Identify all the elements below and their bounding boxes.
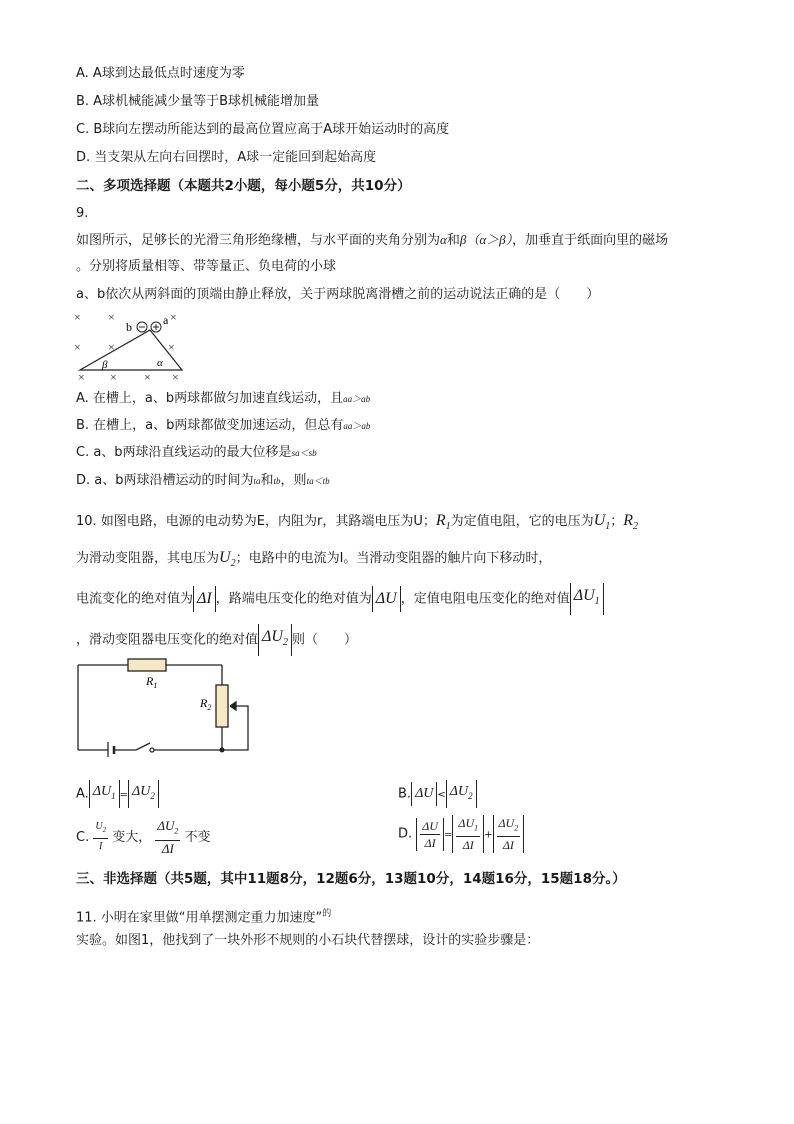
label-a: a xyxy=(163,313,169,327)
q11-line-2: 实验。如图1，他找到了一块外形不规则的小石块代替摆球，设计的实验步骤是： xyxy=(76,933,540,948)
field-cross: × xyxy=(172,370,179,384)
q10-option-a: A. $\Delta U_1 = \Delta U_2$ xyxy=(76,780,159,808)
switch xyxy=(136,743,150,750)
label-r2: $R_2$ xyxy=(200,696,212,712)
section-2-title: 二、多项选择题（本题共2小题，每小题5分，共10分） xyxy=(76,178,411,194)
field-cross: × xyxy=(170,310,177,324)
q9-line-2: 。分别将质量相等、带等量正、负电荷的小球 xyxy=(76,259,337,274)
q9-option-d: D. a、b两球沿槽运动的时间为ta和tb，则ta＜tb xyxy=(76,473,330,488)
q9-line-3: a、b依次从两斜面的顶端由静止释放，关于两球脱离滑槽之前的运动说法正确的是（ ） xyxy=(76,287,600,302)
q9-option-a: A. 在槽上，a、b两球都做匀加速直线运动，且aa＞ab xyxy=(76,391,371,406)
field-cross: × xyxy=(74,340,81,354)
q8-option-a: A. A球到达最低点时速度为零 xyxy=(76,66,245,81)
q10-line-1: 10. 如图电路，电源的电动势为E，内阻为r，其路端电压为U；$R_1$为定值电阻，它的电压为$U_1$；$R_2$ xyxy=(76,512,639,533)
q10-line-3: 电流变化的绝对值为 ΔI ，路端电压变化的绝对值为 ΔU ，定值电阻电压变化的绝对值 $\Delta U_1$ xyxy=(76,583,604,615)
label-r1: $R_1$ xyxy=(146,674,158,690)
label-alpha: α xyxy=(157,357,163,369)
field-cross: × xyxy=(78,370,85,384)
field-cross: × xyxy=(108,340,115,354)
q8-option-b: B. A球机械能减少量等于B球机械能增加量 xyxy=(76,94,319,109)
label-b: b xyxy=(126,320,132,334)
triangle-trough xyxy=(80,330,182,370)
field-cross: × xyxy=(144,370,151,384)
field-cross: × xyxy=(168,340,175,354)
rheostat-r2 xyxy=(216,685,228,727)
field-cross: × xyxy=(110,370,117,384)
q10-option-d: D. $\frac{\Delta U}{\Delta I}$ = $\frac{\Delta U_1}{\Delta I}$ + $\frac{\Delta U_2}{\Delta I}$ xyxy=(398,815,524,853)
q10-option-b: B. $\Delta U < \Delta U_2$ xyxy=(398,780,477,808)
q10-line-2: 为滑动变阻器，其电压为$U_2$；电路中的电流为I。当滑动变阻器的触片向下移动时， xyxy=(76,549,552,570)
q8-option-c: C. B球向左摆动所能达到的最高位置应高于A球开始运动时的高度 xyxy=(76,122,450,137)
q9-number: 9. xyxy=(76,206,89,221)
q8-option-d: D. 当支架从左向右回摆时，A球一定能回到起始高度 xyxy=(76,150,377,165)
q10-line-4: ，滑动变阻器电压变化的绝对值 $\Delta U_2$ 则（ ） xyxy=(76,624,357,656)
label-beta: β xyxy=(102,359,108,371)
q9-option-c: C. a、b两球沿直线运动的最大位移是sa＜sb xyxy=(76,445,317,460)
section-3-title: 三、非选择题（共5题，其中11题8分，12题6分，13题10分，14题16分，15题18分。） xyxy=(76,871,626,887)
q11-line-1: 11. 小明在家里做“用单摆测定重力加速度”$^的$ xyxy=(76,909,332,926)
q9-option-b: B. 在槽上，a、b两球都做变加速运动，但总有aa＞ab xyxy=(76,418,371,433)
resistor-r1 xyxy=(128,659,166,671)
q9-line-1: 如图所示，足够长的光滑三角形绝缘槽，与水平面的夹角分别为α和β（α＞β），加垂直于纸面向里的磁场 xyxy=(76,232,669,248)
q10-circuit-figure xyxy=(70,655,260,757)
q10-option-c: C. $\frac{U_2}{I}$ 变大， $\frac{\Delta U_2}{\Delta I}$ 不变 xyxy=(76,818,211,856)
field-cross: × xyxy=(108,310,115,324)
q9-trough-figure xyxy=(70,308,200,384)
field-cross: × xyxy=(74,310,81,324)
